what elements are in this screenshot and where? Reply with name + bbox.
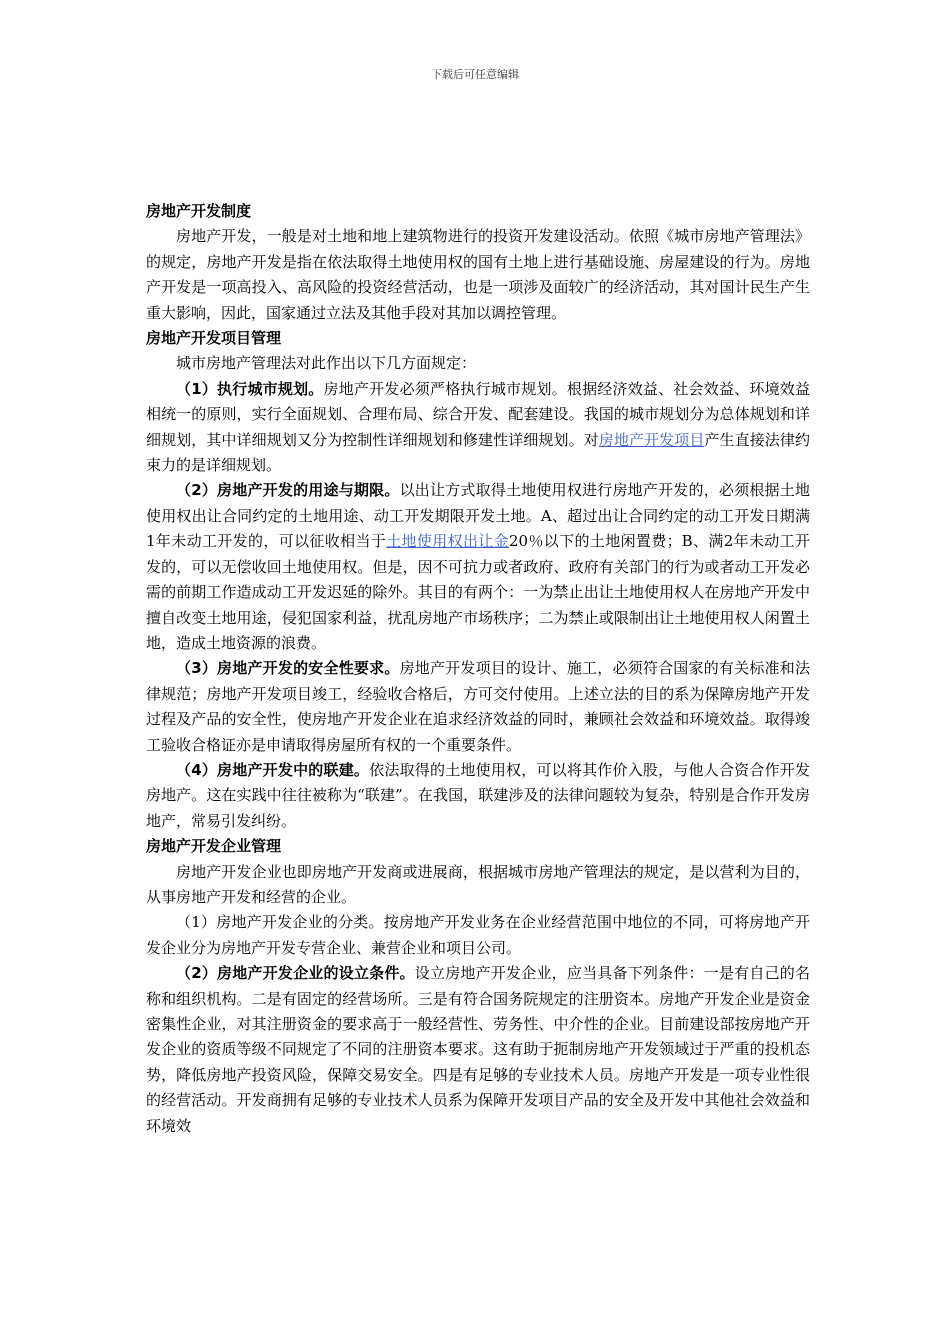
section-heading-enterprise-management: 房地产开发企业管理: [146, 837, 282, 856]
item-text-city-planning-a: 房地产开发必须严格执行城市规划。根据经济效益、社会效益、环境效益相统一的原则，实行全面规划、合理布局、综合开发、配套建设。我国的城市规划分为总体规划和详细规划，其中详细规划又分为控制性详细规划和修建性详细规划。对: [146, 379, 810, 449]
paragraph-enterprise-conditions: [146, 961, 810, 1139]
page-header: 下载后可任意编辑: [431, 68, 519, 81]
paragraph-item-joint-construction: [146, 758, 810, 834]
item-text-joint-construction: 依法取得的土地使用权，可以将其作价入股，与他人合资合作开发房地产。这在实践中往往被称为“联建”。在我国，联建涉及的法律问题较为复杂，特别是合作开发房地产，常易引发纠纷。: [146, 760, 810, 830]
item-title-enterprise-conditions: （2）房地产开发企业的设立条件。: [176, 964, 415, 983]
section-heading-project-management: 房地产开发项目管理: [146, 329, 282, 348]
item-title-joint-construction: （4）房地产开发中的联建。: [176, 760, 370, 779]
item-text-safety: 房地产开发项目的设计、施工，必须符合国家的有关标准和法律规范；房地产开发项目竣工，经验收合格后，方可交付使用。上述立法的目的系为保障房地产开发过程及产品的安全性，使房地产开发企业在追求经济效益的同时，兼顾社会效益和环境效益。取得竣工验收合格证亦是申请取得房屋所有权的一个重要条件。: [146, 659, 810, 754]
paragraph-item-usage-period: [146, 478, 810, 656]
link-development-project[interactable]: 房地产开发项目: [598, 430, 705, 449]
item-title-safety: （3）房地产开发的安全性要求。: [176, 659, 400, 678]
item-title-city-planning: （1）执行城市规划。: [176, 379, 324, 398]
item-text-usage-period-b: 20％以下的土地闲置费；B、满2年未动工开发的，可以无偿收回土地使用权。但是，因不可抗力或者政府、政府有关部门的行为或者动工开发必需的前期工作造成动工开发迟延的除外。其目的有两个：一为禁止出让土地使用权人在房地产开发中擅自改变土地用途，侵犯国家利益，扰乱房地产市场秩序；二为禁止或限制出让土地使用权人闲置土地，造成土地资源的浪费。: [146, 532, 811, 652]
paragraph-item-city-planning: [146, 377, 810, 479]
paragraph-item-safety: [146, 656, 810, 758]
item-text-enterprise-conditions: 设立房地产开发企业，应当具备下列条件：一是有自己的名称和组织机构。二是有固定的经营场所。三是有符合国务院规定的注册资本。房地产开发企业是资金密集性企业，对其注册资金的要求高于一般经营性、劳务性、中介性的企业。目前建设部按房地产开发企业的资质等级不同规定了不同的注册资本要求。这有助于扼制房地产开发领域过于严重的投机态势，降低房地产投资风险，保障交易安全。四是有足够的专业技术人员。房地产开发是一项专业性很的经营活动。开发商拥有足够的专业技术人员系为保障开发项目产品的安全及开发中其他社会效益和环境效: [146, 964, 810, 1135]
paragraph-development-definition: 房地产开发，一般是对土地和地上建筑物进行的投资开发建设活动。依照《城市房地产管理法》的规定，房地产开发是指在依法取得土地使用权的国有土地上进行基础设施、房屋建设的行为。房地产开发是一项高投入、高风险的投资经营活动，也是一项涉及面较广的经济活动，其对国计民生产生重大影响，因此，国家通过立法及其他手段对其加以调控管理。: [146, 227, 810, 322]
paragraph-project-intro: 城市房地产管理法对此作出以下几方面规定：: [176, 354, 477, 373]
item-text-usage-period-a: 以出让方式取得土地使用权进行房地产开发的，必须根据土地使用权出让合同约定的土地用途、动工开发期限开发土地。A、超过出让合同约定的动工开发日期满1年未动工开发的，可以征收相当于: [146, 481, 810, 551]
section-heading-development-system: 房地产开发制度: [146, 202, 252, 220]
paragraph-enterprise-definition: 房地产开发企业也即房地产开发商或进展商，根据城市房地产管理法的规定，是以营利为目的，从事房地产开发和经营的企业。: [146, 862, 810, 906]
item-text-city-planning-b: 产生直接法律约束力的是详细规划。: [146, 430, 810, 475]
document-body: [146, 199, 810, 1139]
paragraph-enterprise-classification: （1）房地产开发企业的分类。按房地产开发业务在企业经营范围中地位的不同，可将房地产开发企业分为房地产开发专营企业、兼营企业和项目公司。: [146, 913, 810, 957]
link-land-transfer-fee[interactable]: 土地使用权出让金: [386, 532, 510, 551]
item-title-usage-period: （2）房地产开发的用途与期限。: [176, 481, 400, 500]
